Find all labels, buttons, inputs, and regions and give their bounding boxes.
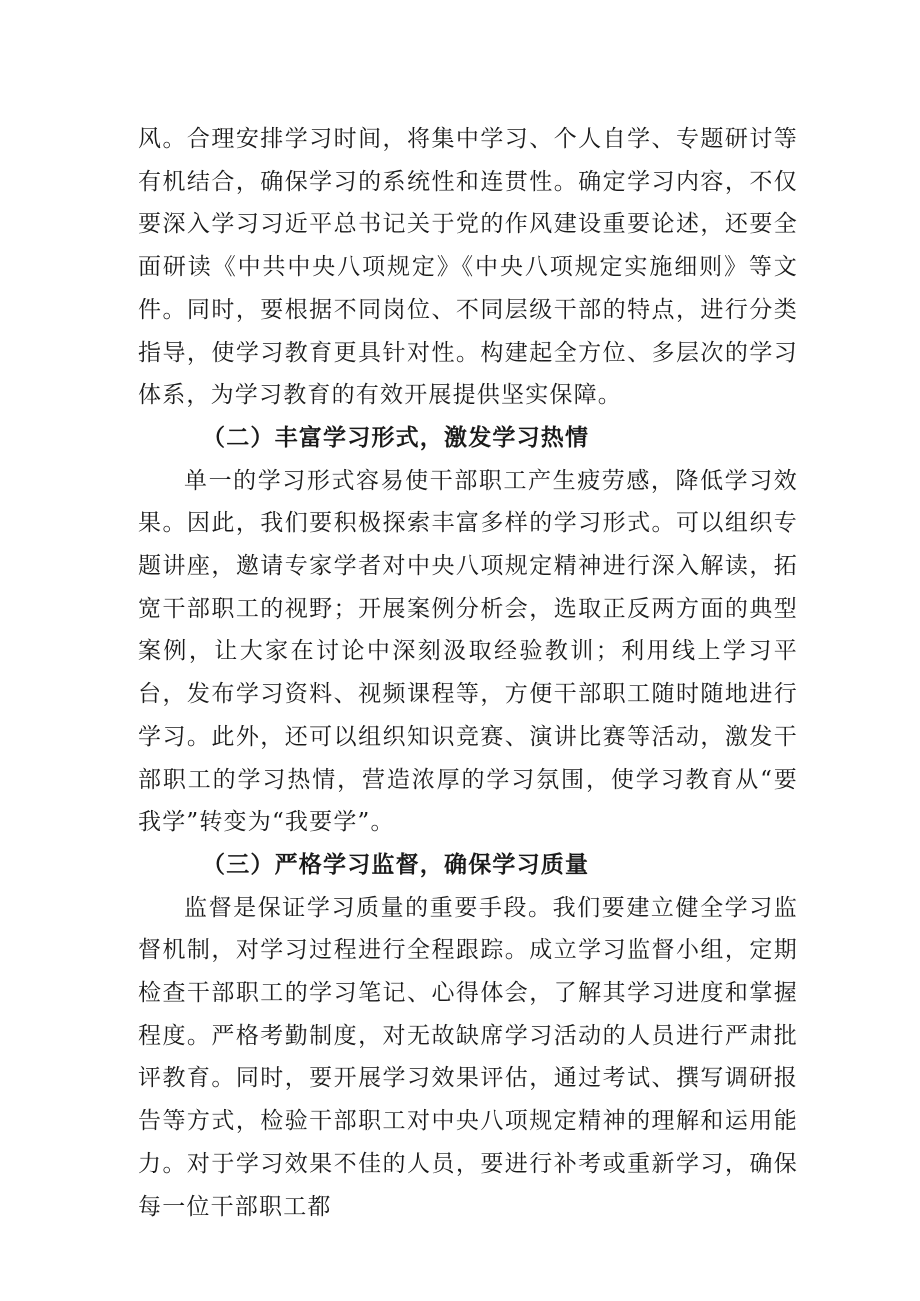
paragraph-learning-supervision: 监督是保证学习质量的重要手段。我们要建立健全学习监督机制，对学习过程进行全程跟踪。成立学习监督小组，定期检查干部职工的学习笔记、心得体会，了解其学习进度和掌握程度。严格考勤制度，对无故缺席学习活动的人员进行严肃批评教育。同时，要开展学习效果评估，通过考试、撰写调研报告等方式，检验干部职工对中央八项规定精神的理解和运用能力。对于学习效果不佳的人员，要进行补考或重新学习，确保每一位干部职工都 [138, 894, 798, 1220]
section-heading-3: （三）严格学习监督，确保学习质量 [202, 851, 590, 878]
paragraph-learning-forms: 单一的学习形式容易使干部职工产生疲劳感，降低学习效果。因此，我们要积极探索丰富多样的学习形式。可以组织专题讲座，邀请专家学者对中央八项规定精神进行深入解读，拓宽干部职工的视野；开展案例分析会，选取正反两方面的典型案例，让大家在讨论中深刻汲取经验教训；利用线上学习平台，发布学习资料、视频课程等，方便干部职工随时随地进行学习。此外，还可以组织知识竞赛、演讲比赛等活动，激发干部职工的学习热情，营造浓厚的学习氛围，使学习教育从“要我学”转变为“我要学”。 [138, 467, 798, 836]
document-page [138, 118, 798, 1228]
paragraph-continuation: 风。合理安排学习时间，将集中学习、个人自学、专题研讨等有机结合，确保学习的系统性和连贯性。确定学习内容，不仅要深入学习习近平总书记关于党的作风建设重要论述，还要全面研读《中共中央八项规定》《中央八项规定实施细则》等文件。同时，要根据不同岗位、不同层级干部的特点，进行分类指导，使学习教育更具针对性。构建起全方位、多层次的学习体系，为学习教育的有效开展提供坚实保障。 [138, 126, 798, 409]
section-heading-2: （二）丰富学习形式，激发学习热情 [202, 424, 590, 451]
